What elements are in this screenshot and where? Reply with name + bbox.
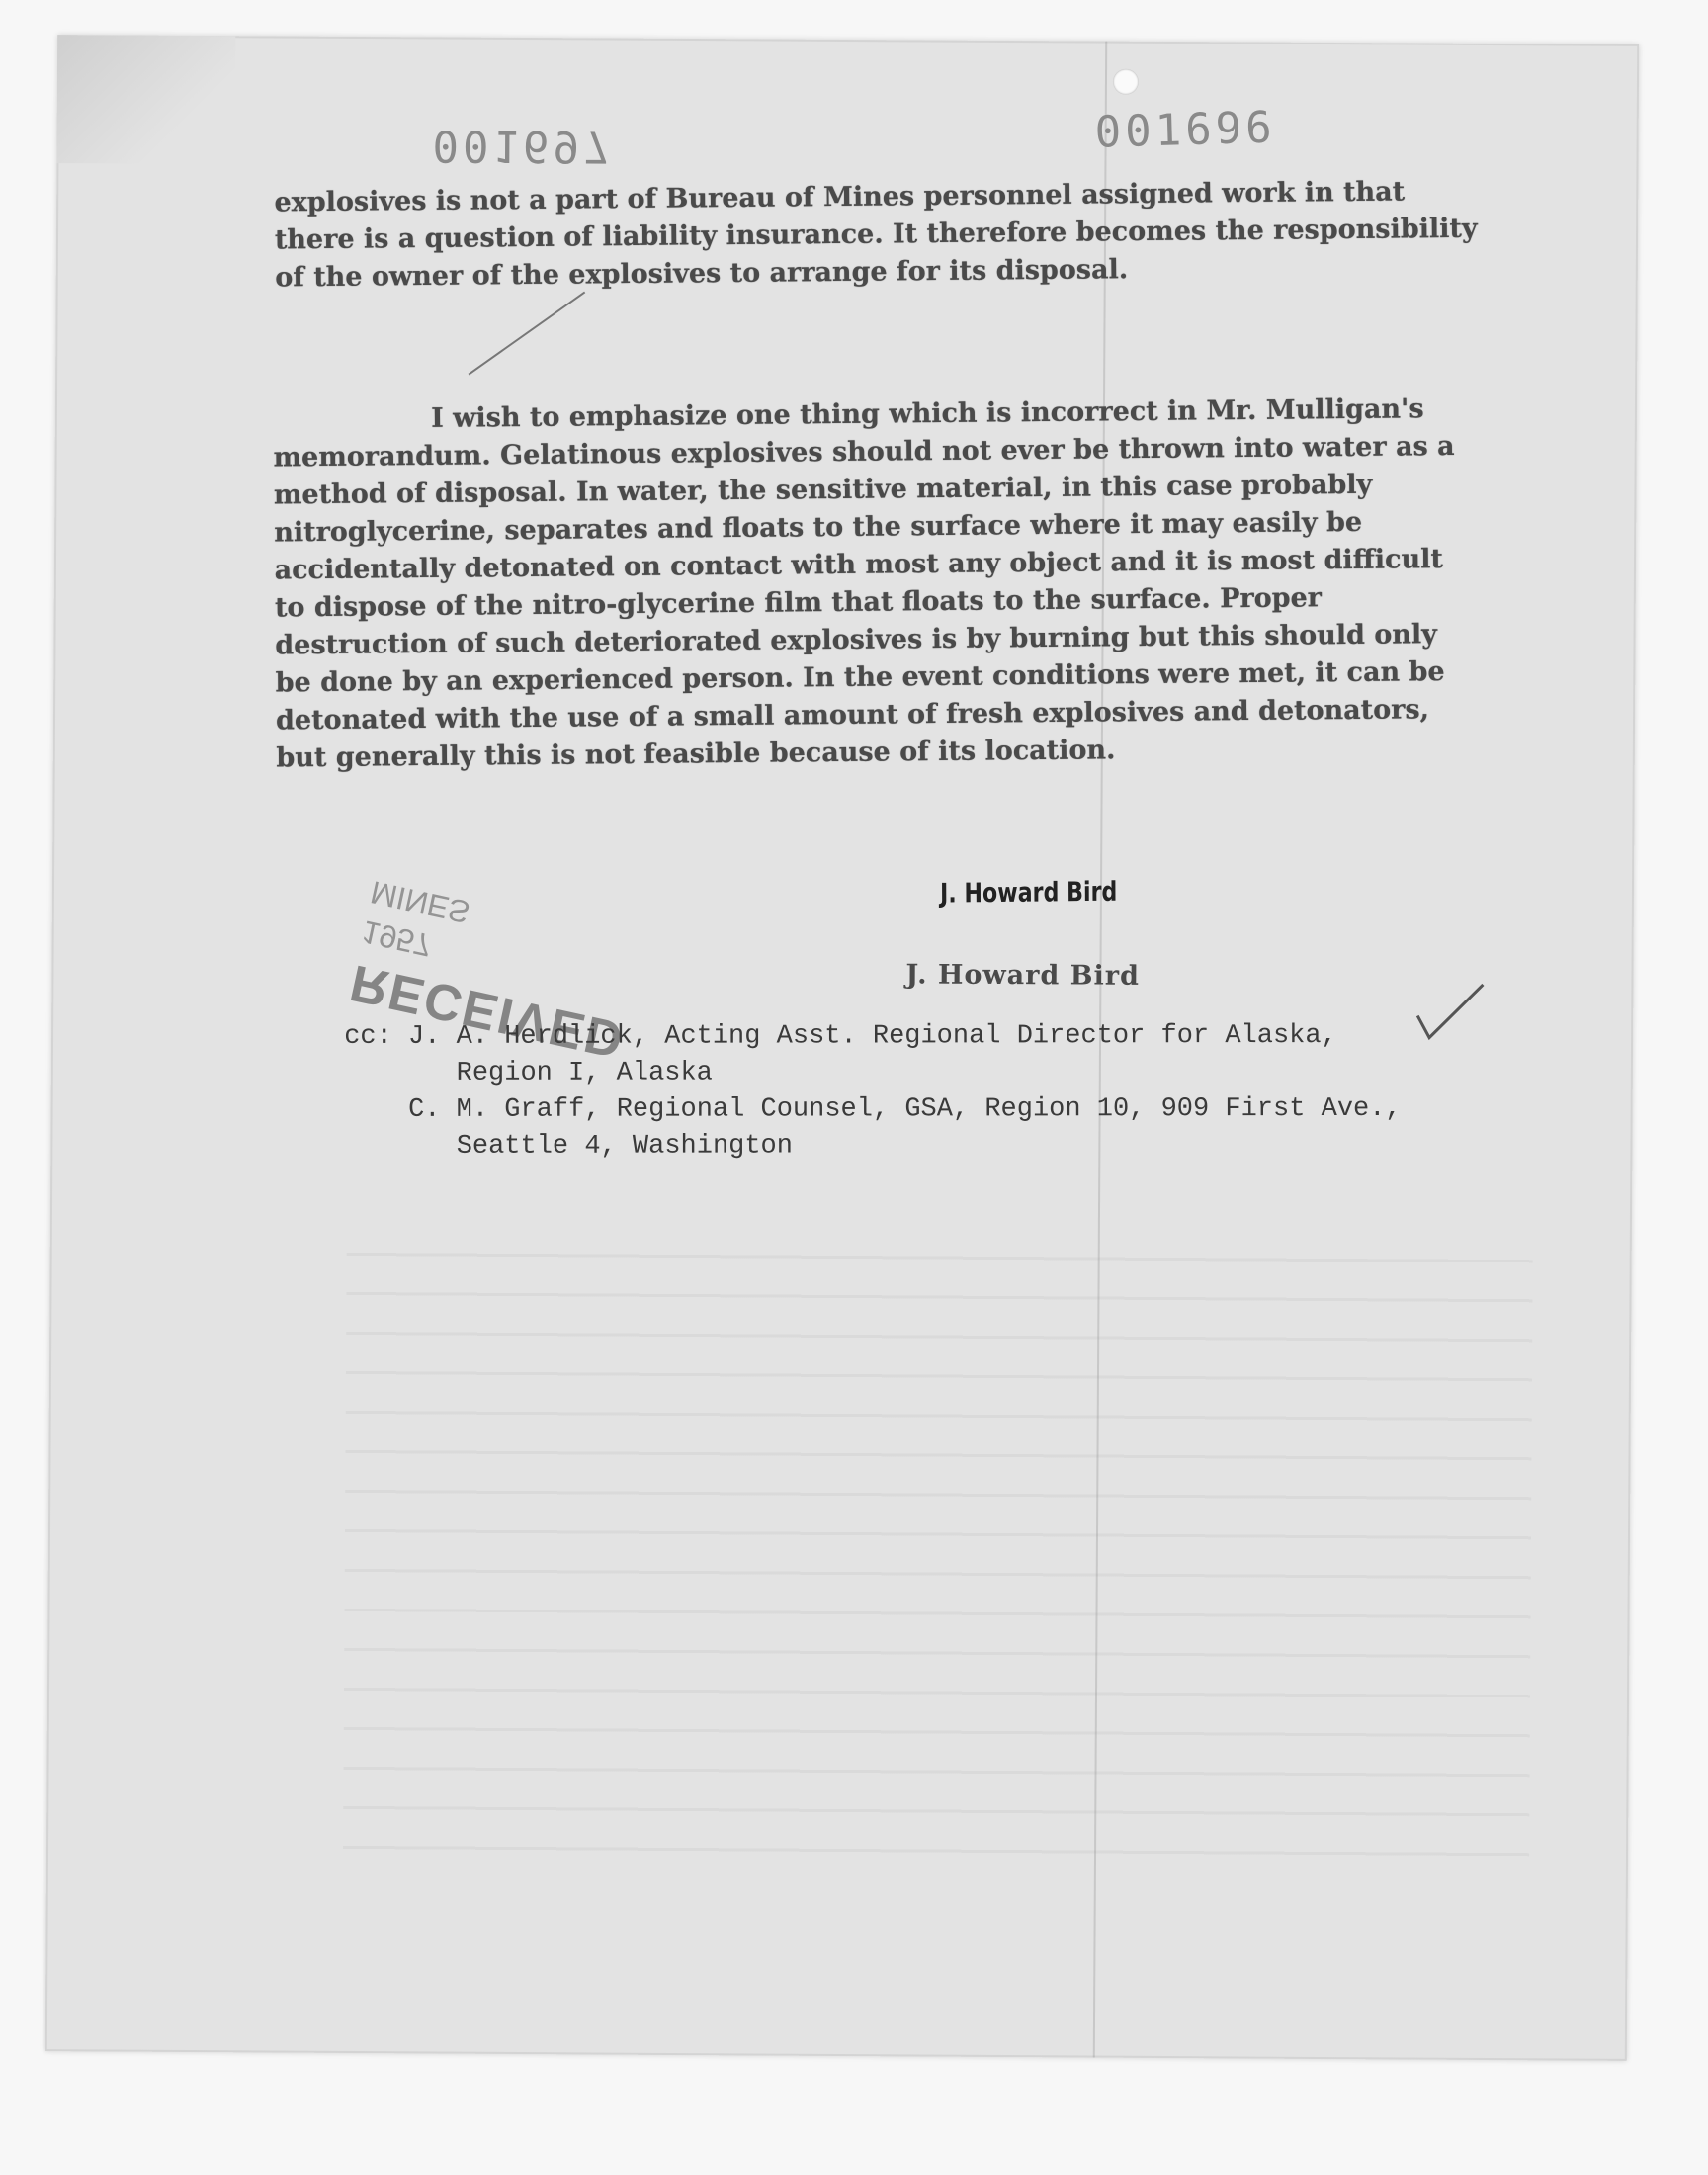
signature: J. Howard Bird	[940, 876, 1118, 910]
typed-signatory-name: J. Howard Bird	[905, 959, 1140, 992]
check-mark-icon	[1415, 983, 1485, 1042]
show-through-ghost-text	[343, 1223, 1533, 1863]
cc-line: cc: J. A. Herdlick, Acting Asst. Regional Director for Alaska,	[344, 1021, 1337, 1052]
paragraph-liability: explosives is not a part of Bureau of Mines personnel assigned work in that there is a question of liability insurance. It therefore becomes the responsibility of the owner of the explosives to arrange for its disposal.	[274, 176, 1478, 294]
received-stamp-word: RECEIVED	[345, 953, 631, 1070]
page-stamp-number-mirrored: 001697	[432, 120, 614, 172]
received-stamp-date: 1957	[358, 914, 436, 964]
received-stamp-bureau: MINES	[367, 874, 473, 931]
paragraph-disposal-warning: I wish to emphasize one thing which is incorrect in Mr. Mulligan's memorandum. Gelatinous explosives should not ever be thrown into water as a method of disposal. In water, the sensitive material, in this case probably nitroglycerine, separates and floats to the surface where it may easily be accidentally detonated on contact with most any object and it is most difficult to dispose of the nitro-glycerine film that floats to the surface. Proper destruction of such deteriorated explosives is by burning but this should only be done by an experienced person. In the event conditions were met, it can be detonated with the use of a small amount of fresh explosives and detonators, but generally this is not feasible because of its location.	[273, 393, 1455, 774]
page-stamp-number: 001696	[1093, 102, 1277, 158]
cc-line: Seattle 4, Washington	[344, 1131, 793, 1162]
cc-line: C. M. Graff, Regional Counsel, GSA, Region 10, 909 First Ave.,	[344, 1093, 1402, 1125]
pen-stroke-mark	[461, 290, 590, 380]
cc-line: Region I, Alaska	[344, 1058, 713, 1088]
punch-hole	[1113, 69, 1139, 95]
document-page	[45, 35, 1639, 2061]
carbon-copy-list	[344, 1018, 1402, 1166]
